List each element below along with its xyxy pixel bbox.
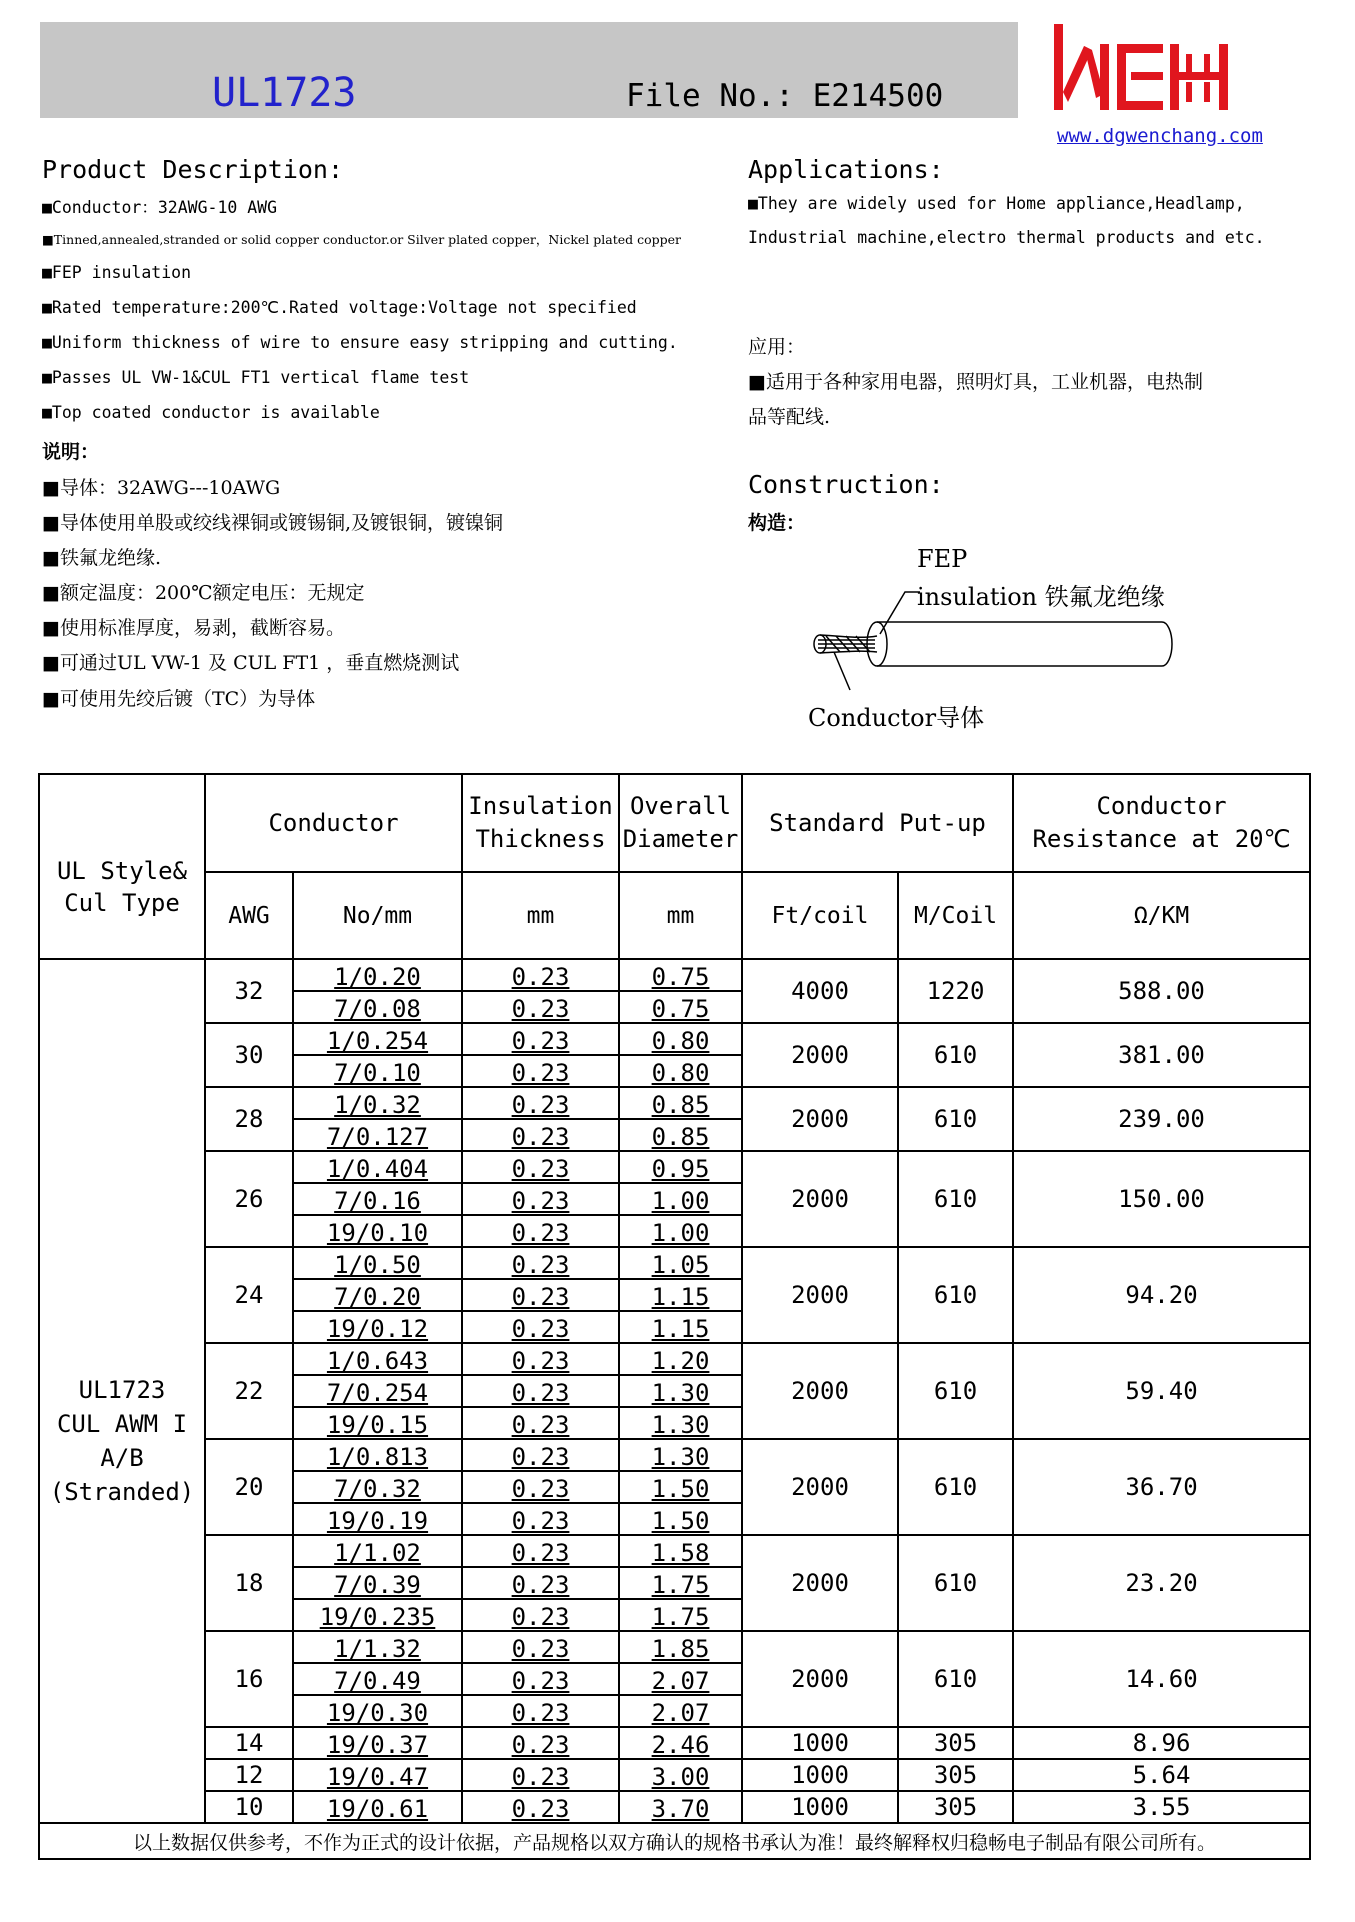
conductor-header: Conductor bbox=[205, 774, 462, 872]
ins-cell bbox=[462, 1439, 619, 1535]
ins-value: 0.23 bbox=[511, 1379, 570, 1407]
ins-value: 0.23 bbox=[511, 1123, 570, 1151]
ins-value: 0.23 bbox=[511, 1443, 570, 1471]
table-row bbox=[39, 1791, 1310, 1823]
od-value: 1.00 bbox=[651, 1187, 710, 1215]
conductor-label: Conductor导体 bbox=[808, 704, 985, 732]
desc-line: ■Conductor：32AWG-10 AWG bbox=[42, 198, 278, 217]
strands-value: 7/0.20 bbox=[334, 1283, 421, 1311]
cn-applications-line: ■适用于各种家用电器，照明灯具，工业机器，电热制 bbox=[748, 371, 1203, 393]
footnote-row bbox=[39, 1823, 1310, 1859]
m-cell: 610 bbox=[898, 1247, 1013, 1343]
od-cell bbox=[619, 1343, 742, 1439]
cn-description-title: 说明： bbox=[42, 441, 100, 463]
file-number: File No.: E214500 bbox=[626, 78, 944, 114]
ft-cell: 2000 bbox=[742, 1247, 898, 1343]
putup-header: Standard Put-up bbox=[742, 774, 1013, 872]
table-row bbox=[39, 1631, 1310, 1727]
ins-value: 0.23 bbox=[511, 1283, 570, 1311]
table-row bbox=[39, 1087, 1310, 1151]
res-cell: 381.00 bbox=[1013, 1023, 1310, 1087]
ft-cell: 1000 bbox=[742, 1791, 898, 1823]
od-value: 1.30 bbox=[651, 1443, 710, 1471]
ins-value: 0.23 bbox=[511, 1315, 570, 1343]
ftcoil-header: Ft/coil bbox=[742, 872, 898, 959]
strands-value: 7/0.254 bbox=[326, 1379, 429, 1407]
product-description-title: Product Description: bbox=[42, 155, 344, 184]
mm-header: mm bbox=[462, 872, 619, 959]
strands-cell bbox=[293, 1023, 462, 1087]
mcoil-header: M/Coil bbox=[898, 872, 1013, 959]
res-cell: 239.00 bbox=[1013, 1087, 1310, 1151]
desc-line: ■Top coated conductor is available bbox=[42, 403, 380, 422]
cn-applications-line: 品等配线. bbox=[748, 406, 831, 428]
ins-value: 0.23 bbox=[511, 1059, 570, 1087]
strands-cell bbox=[293, 1439, 462, 1535]
ins-cell bbox=[462, 1631, 619, 1727]
od-cell bbox=[619, 1535, 742, 1631]
od-value: 0.80 bbox=[651, 1027, 710, 1055]
od-value: 0.80 bbox=[651, 1059, 710, 1087]
m-cell: 1220 bbox=[898, 959, 1013, 1023]
res-cell: 59.40 bbox=[1013, 1343, 1310, 1439]
od-cell bbox=[619, 1791, 742, 1823]
type-cell bbox=[39, 959, 205, 1823]
ft-cell: 2000 bbox=[742, 1439, 898, 1535]
table-row bbox=[39, 1759, 1310, 1791]
awg-cell: 16 bbox=[205, 1631, 293, 1727]
m-cell: 305 bbox=[898, 1727, 1013, 1759]
table-row bbox=[39, 1343, 1310, 1439]
strands-value: 1/0.643 bbox=[326, 1347, 429, 1375]
strands-value: 7/0.32 bbox=[334, 1475, 421, 1503]
ins-value: 0.23 bbox=[511, 1187, 570, 1215]
wch-logo bbox=[1054, 22, 1228, 114]
ins-value: 0.23 bbox=[511, 1475, 570, 1503]
od-value: 0.75 bbox=[651, 995, 710, 1023]
desc-line: ■Uniform thickness of wire to ensure easy stripping and cutting. bbox=[42, 333, 678, 352]
od-value: 2.07 bbox=[651, 1667, 710, 1695]
od-value: 1.30 bbox=[651, 1379, 710, 1407]
strands-cell bbox=[293, 1759, 462, 1791]
m-cell: 305 bbox=[898, 1791, 1013, 1823]
table-row bbox=[39, 1727, 1310, 1759]
ins-value: 0.23 bbox=[511, 1795, 570, 1823]
footnote: 以上数据仅供参考，不作为正式的设计依据，产品规格以双方确认的规格书承认为准！最终解释权归稳畅电子制品有限公司所有。 bbox=[39, 1823, 1310, 1859]
desc-line: ■Tinned,annealed,stranded or solid copper conductor.or Silver plated copper，Nickel plated copper bbox=[42, 232, 682, 247]
awg-cell: 32 bbox=[205, 959, 293, 1023]
ins-value: 0.23 bbox=[511, 1347, 570, 1375]
strands-value: 1/0.813 bbox=[326, 1443, 429, 1471]
strands-value: 19/0.10 bbox=[326, 1219, 429, 1247]
strands-value: 19/0.37 bbox=[326, 1731, 429, 1759]
ft-cell: 2000 bbox=[742, 1631, 898, 1727]
strands-value: 19/0.47 bbox=[326, 1763, 429, 1791]
ins-cell bbox=[462, 959, 619, 1023]
website-link[interactable]: www.dgwenchang.com bbox=[1057, 125, 1263, 147]
spec-table bbox=[38, 773, 1311, 1860]
cn-desc-line: ■使用标准厚度，易剥，截断容易。 bbox=[42, 617, 345, 639]
desc-line: ■Rated temperature:200℃.Rated voltage:Voltage not specified bbox=[42, 298, 637, 317]
table-row bbox=[39, 1247, 1310, 1343]
od-value: 0.95 bbox=[651, 1155, 710, 1183]
ft-cell: 1000 bbox=[742, 1759, 898, 1791]
ins-value: 0.23 bbox=[511, 963, 570, 991]
awg-cell: 24 bbox=[205, 1247, 293, 1343]
od-value: 1.20 bbox=[651, 1347, 710, 1375]
ins-value: 0.23 bbox=[511, 1155, 570, 1183]
ft-cell: 2000 bbox=[742, 1535, 898, 1631]
strands-cell bbox=[293, 1727, 462, 1759]
res-cell: 94.20 bbox=[1013, 1247, 1310, 1343]
ft-cell: 1000 bbox=[742, 1727, 898, 1759]
strands-value: 1/0.32 bbox=[334, 1091, 421, 1119]
cn-desc-line: ■铁氟龙绝缘. bbox=[42, 547, 161, 569]
m-cell: 610 bbox=[898, 1151, 1013, 1247]
ins-cell bbox=[462, 1151, 619, 1247]
strands-value: 7/0.16 bbox=[334, 1187, 421, 1215]
res-cell: 23.20 bbox=[1013, 1535, 1310, 1631]
od-value: 2.07 bbox=[651, 1699, 710, 1727]
overall-header: Overall Diameter bbox=[619, 774, 742, 872]
res-cell: 8.96 bbox=[1013, 1727, 1310, 1759]
ins-value: 0.23 bbox=[511, 1219, 570, 1247]
applications-title: Applications: bbox=[748, 155, 944, 184]
ins-cell bbox=[462, 1247, 619, 1343]
desc-line: ■Passes UL VW-1&CUL FT1 vertical flame test bbox=[42, 368, 470, 387]
type-line: (Stranded) bbox=[49, 1478, 195, 1506]
model-title: UL1723 bbox=[212, 70, 357, 116]
ins-cell bbox=[462, 1759, 619, 1791]
strands-value: 1/0.404 bbox=[326, 1155, 429, 1183]
nomm-header: No/mm bbox=[293, 872, 462, 959]
desc-line: ■FEP insulation bbox=[42, 263, 192, 282]
strands-value: 19/0.61 bbox=[326, 1795, 429, 1823]
res-cell: 3.55 bbox=[1013, 1791, 1310, 1823]
ins-value: 0.23 bbox=[511, 1507, 570, 1535]
type-line: A/B bbox=[100, 1444, 144, 1472]
od-value: 2.46 bbox=[651, 1731, 710, 1759]
strands-value: 19/0.19 bbox=[326, 1507, 429, 1535]
m-cell: 610 bbox=[898, 1631, 1013, 1727]
strands-cell bbox=[293, 1247, 462, 1343]
res-cell: 14.60 bbox=[1013, 1631, 1310, 1727]
od-value: 3.70 bbox=[651, 1795, 710, 1823]
res-cell: 5.64 bbox=[1013, 1759, 1310, 1791]
strands-value: 19/0.30 bbox=[326, 1699, 429, 1727]
insulation-header: Insulation Thickness bbox=[462, 774, 619, 872]
strands-cell bbox=[293, 1151, 462, 1247]
ins-cell bbox=[462, 1535, 619, 1631]
ins-value: 0.23 bbox=[511, 1251, 570, 1279]
cn-applications-title: 应用： bbox=[748, 336, 806, 358]
awg-cell: 20 bbox=[205, 1439, 293, 1535]
awg-cell: 10 bbox=[205, 1791, 293, 1823]
strands-value: 19/0.235 bbox=[319, 1603, 436, 1631]
res-cell: 588.00 bbox=[1013, 959, 1310, 1023]
ul-style-header: UL Style& Cul Type bbox=[39, 774, 205, 959]
construction-title: Construction: bbox=[748, 470, 944, 499]
od-value: 1.58 bbox=[651, 1539, 710, 1567]
strands-cell bbox=[293, 1791, 462, 1823]
awg-cell: 18 bbox=[205, 1535, 293, 1631]
od-value: 1.75 bbox=[651, 1603, 710, 1631]
strands-cell bbox=[293, 1631, 462, 1727]
m-cell: 610 bbox=[898, 1087, 1013, 1151]
strands-value: 7/0.08 bbox=[334, 995, 421, 1023]
fep-label: FEP bbox=[917, 545, 968, 573]
table-row bbox=[39, 1023, 1310, 1087]
ins-cell bbox=[462, 1727, 619, 1759]
strands-cell bbox=[293, 1087, 462, 1151]
strands-value: 7/0.49 bbox=[334, 1667, 421, 1695]
ins-value: 0.23 bbox=[511, 1763, 570, 1791]
strands-value: 7/0.127 bbox=[326, 1123, 429, 1151]
od-cell bbox=[619, 959, 742, 1023]
strands-value: 1/1.32 bbox=[334, 1635, 421, 1663]
ins-value: 0.23 bbox=[511, 995, 570, 1023]
res-cell: 150.00 bbox=[1013, 1151, 1310, 1247]
od-value: 1.50 bbox=[651, 1475, 710, 1503]
ins-value: 0.23 bbox=[511, 1603, 570, 1631]
m-cell: 610 bbox=[898, 1439, 1013, 1535]
od-cell bbox=[619, 1727, 742, 1759]
awg-cell: 14 bbox=[205, 1727, 293, 1759]
strands-value: 7/0.10 bbox=[334, 1059, 421, 1087]
resistance-header: Conductor Resistance at 20℃ bbox=[1013, 774, 1310, 872]
strands-cell bbox=[293, 1343, 462, 1439]
strands-cell bbox=[293, 959, 462, 1023]
od-value: 0.85 bbox=[651, 1091, 710, 1119]
ins-value: 0.23 bbox=[511, 1027, 570, 1055]
cn-construction-title: 构造： bbox=[748, 512, 806, 534]
res-cell: 36.70 bbox=[1013, 1439, 1310, 1535]
od-value: 1.15 bbox=[651, 1315, 710, 1343]
od-value: 1.05 bbox=[651, 1251, 710, 1279]
ins-value: 0.23 bbox=[511, 1091, 570, 1119]
m-cell: 305 bbox=[898, 1759, 1013, 1791]
awg-cell: 28 bbox=[205, 1087, 293, 1151]
ins-value: 0.23 bbox=[511, 1667, 570, 1695]
ins-cell bbox=[462, 1023, 619, 1087]
ins-value: 0.23 bbox=[511, 1699, 570, 1727]
awg-cell: 26 bbox=[205, 1151, 293, 1247]
od-cell bbox=[619, 1151, 742, 1247]
ft-cell: 2000 bbox=[742, 1343, 898, 1439]
ins-cell bbox=[462, 1343, 619, 1439]
mm-header: mm bbox=[619, 872, 742, 959]
ft-cell: 2000 bbox=[742, 1087, 898, 1151]
od-value: 1.15 bbox=[651, 1283, 710, 1311]
cn-desc-line: ■导体：32AWG---10AWG bbox=[42, 477, 281, 499]
ohm-header: Ω/KM bbox=[1013, 872, 1310, 959]
cn-desc-line: ■可使用先绞后镀（TC）为导体 bbox=[42, 688, 316, 710]
od-cell bbox=[619, 1439, 742, 1535]
strands-cell bbox=[293, 1535, 462, 1631]
cn-desc-line: ■额定温度：200℃额定电压：无规定 bbox=[42, 582, 365, 604]
m-cell: 610 bbox=[898, 1535, 1013, 1631]
od-value: 1.30 bbox=[651, 1411, 710, 1439]
awg-header: AWG bbox=[205, 872, 293, 959]
table-row bbox=[39, 959, 1310, 1023]
od-cell bbox=[619, 1023, 742, 1087]
table-row bbox=[39, 1439, 1310, 1535]
ft-cell: 2000 bbox=[742, 1023, 898, 1087]
od-cell bbox=[619, 1759, 742, 1791]
ft-cell: 2000 bbox=[742, 1151, 898, 1247]
od-value: 0.75 bbox=[651, 963, 710, 991]
m-cell: 610 bbox=[898, 1023, 1013, 1087]
ins-value: 0.23 bbox=[511, 1635, 570, 1663]
ins-cell bbox=[462, 1087, 619, 1151]
type-line: CUL AWM I bbox=[56, 1410, 188, 1438]
od-value: 3.00 bbox=[651, 1763, 710, 1791]
ins-value: 0.23 bbox=[511, 1731, 570, 1759]
od-cell bbox=[619, 1247, 742, 1343]
strands-value: 1/0.50 bbox=[334, 1251, 421, 1279]
ins-value: 0.23 bbox=[511, 1411, 570, 1439]
ins-value: 0.23 bbox=[511, 1571, 570, 1599]
applications-line: Industrial machine,electro thermal products and etc. bbox=[748, 228, 1265, 247]
strands-value: 1/0.254 bbox=[326, 1027, 429, 1055]
od-value: 0.85 bbox=[651, 1123, 710, 1151]
type-line: UL1723 bbox=[78, 1376, 166, 1404]
wire-construction-diagram bbox=[800, 540, 1180, 700]
m-cell: 610 bbox=[898, 1343, 1013, 1439]
cn-desc-line: ■导体使用单股或绞线裸铜或镀锡铜,及镀银铜，镀镍铜 bbox=[42, 512, 503, 534]
od-value: 1.50 bbox=[651, 1507, 710, 1535]
ins-cell bbox=[462, 1791, 619, 1823]
awg-cell: 30 bbox=[205, 1023, 293, 1087]
strands-value: 7/0.39 bbox=[334, 1571, 421, 1599]
awg-cell: 12 bbox=[205, 1759, 293, 1791]
od-cell bbox=[619, 1631, 742, 1727]
od-value: 1.00 bbox=[651, 1219, 710, 1247]
ins-value: 0.23 bbox=[511, 1539, 570, 1567]
awg-cell: 22 bbox=[205, 1343, 293, 1439]
ft-cell: 4000 bbox=[742, 959, 898, 1023]
strands-value: 1/1.02 bbox=[334, 1539, 421, 1567]
strands-value: 1/0.20 bbox=[334, 963, 421, 991]
strands-value: 19/0.12 bbox=[326, 1315, 429, 1343]
insulation-label: insulation 铁氟龙绝缘 bbox=[917, 583, 1165, 611]
od-value: 1.75 bbox=[651, 1571, 710, 1599]
table-row bbox=[39, 1151, 1310, 1247]
od-value: 1.85 bbox=[651, 1635, 710, 1663]
applications-line: ■They are widely used for Home appliance,Headlamp, bbox=[748, 194, 1245, 213]
strands-value: 19/0.15 bbox=[326, 1411, 429, 1439]
table-row bbox=[39, 1535, 1310, 1631]
od-cell bbox=[619, 1087, 742, 1151]
cn-desc-line: ■可通过UL VW-1 及 CUL FT1 ，垂直燃烧测试 bbox=[42, 652, 460, 674]
